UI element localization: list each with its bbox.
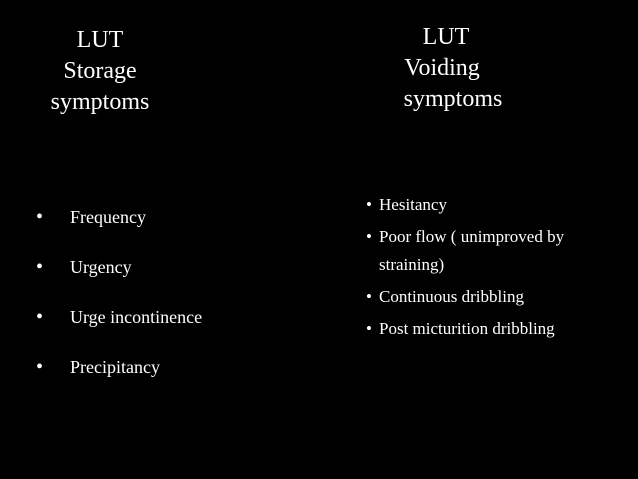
heading-line: Voiding xyxy=(404,55,480,81)
bullet-icon: • xyxy=(36,356,44,378)
list-item-text: Hesitancy xyxy=(379,195,447,214)
bullet-icon: • xyxy=(36,256,44,278)
list-item-text: Frequency xyxy=(70,206,146,227)
bullet-icon: • xyxy=(366,195,372,214)
voiding-symptoms-list xyxy=(366,191,626,347)
bullet-icon: • xyxy=(366,319,372,338)
voiding-symptoms-heading xyxy=(384,22,508,115)
bullet-icon: • xyxy=(36,306,44,328)
list-item xyxy=(366,283,626,311)
bullet-icon: • xyxy=(366,227,372,246)
list-item xyxy=(366,315,626,343)
bullet-icon: • xyxy=(366,287,372,306)
list-item-text: Post micturition dribbling xyxy=(379,319,555,338)
heading-line: LUT xyxy=(76,27,124,53)
heading-line: Storage xyxy=(63,58,137,84)
list-item xyxy=(366,191,626,219)
list-item-text: Continuous dribbling xyxy=(379,287,524,306)
heading-line: LUT xyxy=(422,24,470,50)
list-item-text: Urgency xyxy=(70,256,132,277)
bullet-icon: • xyxy=(36,206,44,228)
storage-symptoms-heading xyxy=(40,25,160,118)
list-item xyxy=(36,192,202,242)
list-item xyxy=(366,223,626,279)
storage-symptoms-list xyxy=(36,192,202,392)
heading-line: symptoms xyxy=(403,86,503,112)
list-item xyxy=(36,342,202,392)
list-item xyxy=(36,242,202,292)
list-item xyxy=(36,292,202,342)
list-item-text: Urge incontinence xyxy=(70,306,203,327)
list-item-text: Precipitancy xyxy=(70,356,160,377)
list-item-text: Poor flow ( unimproved by straining) xyxy=(379,227,565,274)
heading-line: symptoms xyxy=(50,89,150,115)
